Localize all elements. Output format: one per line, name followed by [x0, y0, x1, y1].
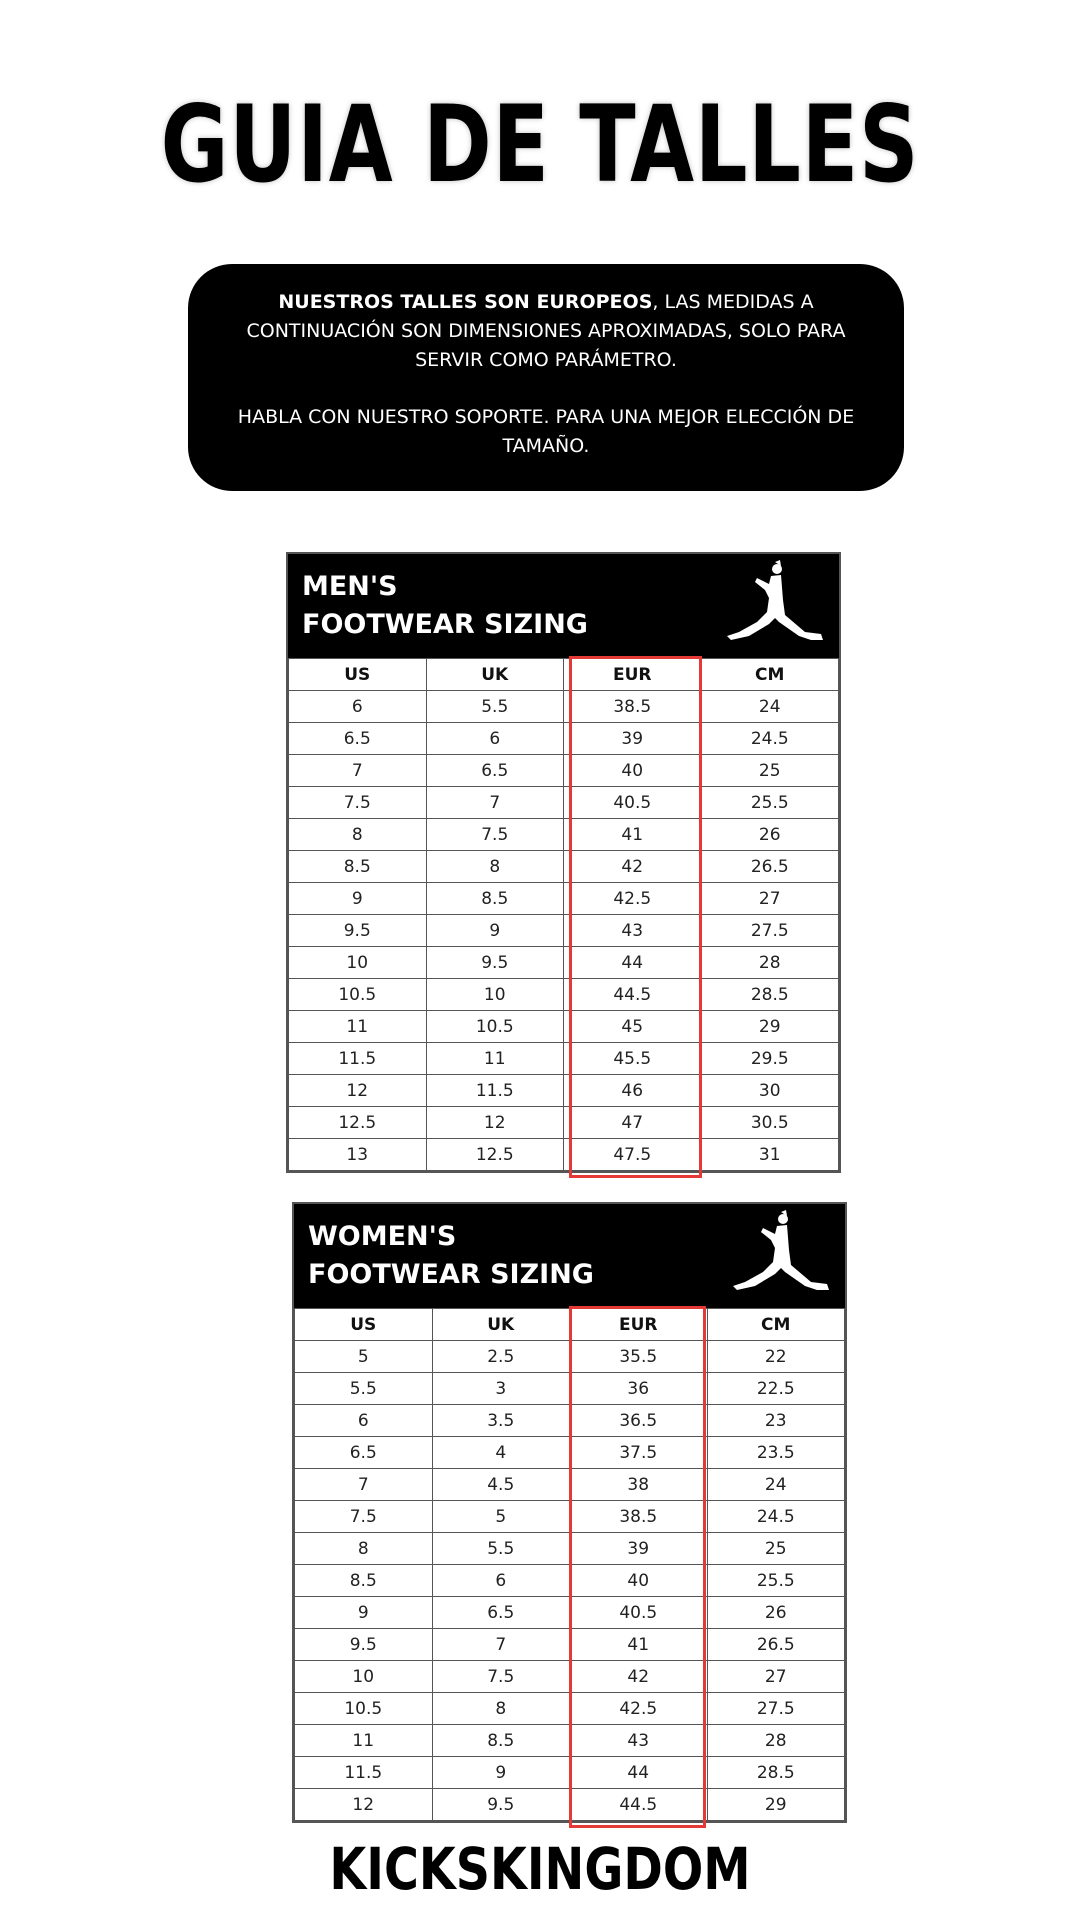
- cell-us: 6.5: [295, 1437, 433, 1469]
- cell-uk: 9: [426, 915, 564, 947]
- cell-uk: 6.5: [426, 755, 564, 787]
- cell-eur: 44: [564, 947, 702, 979]
- cell-cm: 28.5: [701, 979, 839, 1011]
- table-row: [289, 883, 839, 915]
- men-chart-header: [288, 554, 839, 658]
- women-size-table: [294, 1308, 845, 1821]
- jumpman-logo-icon: [725, 560, 825, 654]
- cell-us: 10.5: [295, 1693, 433, 1725]
- cell-us: 11.5: [295, 1757, 433, 1789]
- table-row: [289, 1107, 839, 1139]
- cell-uk: 7.5: [432, 1661, 570, 1693]
- cell-us: 9: [289, 883, 427, 915]
- column-header-uk: UK: [432, 1309, 570, 1341]
- cell-uk: 8.5: [426, 883, 564, 915]
- cell-eur: 44.5: [570, 1789, 708, 1821]
- cell-uk: 4.5: [432, 1469, 570, 1501]
- cell-cm: 29.5: [701, 1043, 839, 1075]
- cell-cm: 29: [701, 1011, 839, 1043]
- cell-cm: 26: [701, 819, 839, 851]
- cell-cm: 31: [701, 1139, 839, 1171]
- cell-cm: 27: [707, 1661, 845, 1693]
- cell-eur: 42: [570, 1661, 708, 1693]
- cell-uk: 9.5: [432, 1789, 570, 1821]
- cell-cm: 26.5: [701, 851, 839, 883]
- men-size-table: [288, 658, 839, 1171]
- table-row: [295, 1725, 845, 1757]
- cell-eur: 35.5: [570, 1341, 708, 1373]
- cell-cm: 23: [707, 1405, 845, 1437]
- cell-eur: 36: [570, 1373, 708, 1405]
- cell-eur: 46: [564, 1075, 702, 1107]
- table-row: [289, 691, 839, 723]
- cell-cm: 24: [701, 691, 839, 723]
- cell-us: 8: [289, 819, 427, 851]
- cell-us: 11: [295, 1725, 433, 1757]
- cell-uk: 10: [426, 979, 564, 1011]
- cell-uk: 7: [432, 1629, 570, 1661]
- cell-eur: 41: [564, 819, 702, 851]
- cell-us: 13: [289, 1139, 427, 1171]
- cell-cm: 25: [701, 755, 839, 787]
- cell-eur: 38: [570, 1469, 708, 1501]
- cell-us: 12: [295, 1789, 433, 1821]
- table-row: [289, 787, 839, 819]
- cell-uk: 11.5: [426, 1075, 564, 1107]
- women-table-header-row: [295, 1309, 845, 1341]
- notice-paragraph-2: HABLA CON NUESTRO SOPORTE. PARA UNA MEJOR ELECCIÓN DE TAMAÑO.: [237, 406, 855, 457]
- cell-uk: 7: [426, 787, 564, 819]
- cell-us: 10: [289, 947, 427, 979]
- sizing-notice: [188, 264, 904, 491]
- cell-uk: 6: [432, 1565, 570, 1597]
- table-row: [289, 851, 839, 883]
- cell-us: 12.5: [289, 1107, 427, 1139]
- cell-eur: 40.5: [570, 1597, 708, 1629]
- cell-eur: 40.5: [564, 787, 702, 819]
- cell-uk: 2.5: [432, 1341, 570, 1373]
- cell-uk: 5.5: [426, 691, 564, 723]
- men-chart-title-line2: FOOTWEAR SIZING: [302, 609, 588, 640]
- cell-cm: 25: [707, 1533, 845, 1565]
- notice-bold-text: NUESTROS TALLES SON EUROPEOS: [278, 291, 653, 313]
- table-row: [295, 1469, 845, 1501]
- cell-uk: 8: [426, 851, 564, 883]
- table-row: [295, 1661, 845, 1693]
- cell-cm: 24.5: [701, 723, 839, 755]
- cell-eur: 44: [570, 1757, 708, 1789]
- cell-eur: 39: [564, 723, 702, 755]
- table-row: [295, 1757, 845, 1789]
- cell-eur: 40: [564, 755, 702, 787]
- men-chart-title-line1: MEN'S: [302, 571, 398, 602]
- women-size-chart: [292, 1202, 847, 1823]
- cell-us: 11: [289, 1011, 427, 1043]
- cell-uk: 5.5: [432, 1533, 570, 1565]
- page-title: GUIA DE TALLES: [160, 83, 920, 206]
- cell-cm: 25.5: [701, 787, 839, 819]
- column-header-uk: UK: [426, 659, 564, 691]
- cell-us: 7.5: [295, 1501, 433, 1533]
- cell-cm: 26: [707, 1597, 845, 1629]
- cell-us: 9.5: [289, 915, 427, 947]
- cell-cm: 27.5: [701, 915, 839, 947]
- cell-eur: 40: [570, 1565, 708, 1597]
- column-header-eur: EUR: [570, 1309, 708, 1341]
- jumpman-logo-icon: [731, 1210, 831, 1304]
- cell-us: 10: [295, 1661, 433, 1693]
- table-row: [289, 1139, 839, 1171]
- table-row: [289, 979, 839, 1011]
- table-row: [289, 723, 839, 755]
- table-row: [289, 915, 839, 947]
- cell-eur: 45: [564, 1011, 702, 1043]
- cell-cm: 27: [701, 883, 839, 915]
- cell-uk: 12: [426, 1107, 564, 1139]
- table-row: [289, 947, 839, 979]
- cell-eur: 43: [564, 915, 702, 947]
- cell-cm: 23.5: [707, 1437, 845, 1469]
- table-row: [295, 1565, 845, 1597]
- cell-us: 5: [295, 1341, 433, 1373]
- cell-uk: 11: [426, 1043, 564, 1075]
- cell-cm: 25.5: [707, 1565, 845, 1597]
- cell-uk: 10.5: [426, 1011, 564, 1043]
- table-row: [289, 1075, 839, 1107]
- cell-eur: 38.5: [570, 1501, 708, 1533]
- notice-text: , LAS MEDIDAS A CONTINUACIÓN SON DIMENSIONES APROXIMADAS, SOLO PARA SERVIR COMO PARÁMETRO.: [246, 291, 846, 371]
- women-chart-title-line1: WOMEN'S: [308, 1221, 457, 1252]
- cell-uk: 6: [426, 723, 564, 755]
- cell-cm: 24.5: [707, 1501, 845, 1533]
- table-row: [295, 1373, 845, 1405]
- cell-uk: 8.5: [432, 1725, 570, 1757]
- cell-cm: 29: [707, 1789, 845, 1821]
- table-row: [295, 1597, 845, 1629]
- cell-us: 10.5: [289, 979, 427, 1011]
- cell-us: 6.5: [289, 723, 427, 755]
- cell-eur: 38.5: [564, 691, 702, 723]
- cell-us: 7.5: [289, 787, 427, 819]
- cell-us: 7: [295, 1469, 433, 1501]
- cell-cm: 26.5: [707, 1629, 845, 1661]
- table-row: [295, 1437, 845, 1469]
- cell-cm: 30: [701, 1075, 839, 1107]
- cell-eur: 41: [570, 1629, 708, 1661]
- table-row: [295, 1501, 845, 1533]
- women-chart-header: [294, 1204, 845, 1308]
- cell-cm: 30.5: [701, 1107, 839, 1139]
- cell-uk: 8: [432, 1693, 570, 1725]
- cell-uk: 3.5: [432, 1405, 570, 1437]
- cell-eur: 37.5: [570, 1437, 708, 1469]
- column-header-cm: CM: [707, 1309, 845, 1341]
- cell-us: 6: [289, 691, 427, 723]
- table-row: [295, 1341, 845, 1373]
- cell-eur: 42: [564, 851, 702, 883]
- cell-cm: 28: [707, 1725, 845, 1757]
- cell-us: 7: [289, 755, 427, 787]
- cell-uk: 4: [432, 1437, 570, 1469]
- cell-us: 11.5: [289, 1043, 427, 1075]
- cell-us: 9: [295, 1597, 433, 1629]
- cell-eur: 45.5: [564, 1043, 702, 1075]
- cell-cm: 28: [701, 947, 839, 979]
- cell-cm: 22.5: [707, 1373, 845, 1405]
- cell-uk: 7.5: [426, 819, 564, 851]
- cell-us: 8: [295, 1533, 433, 1565]
- men-table-body: [289, 691, 839, 1171]
- cell-uk: 9.5: [426, 947, 564, 979]
- cell-uk: 3: [432, 1373, 570, 1405]
- notice-paragraph-1: [218, 288, 874, 375]
- cell-us: 9.5: [295, 1629, 433, 1661]
- column-header-cm: CM: [701, 659, 839, 691]
- column-header-us: US: [295, 1309, 433, 1341]
- cell-uk: 12.5: [426, 1139, 564, 1171]
- cell-us: 8.5: [295, 1565, 433, 1597]
- cell-uk: 5: [432, 1501, 570, 1533]
- cell-eur: 43: [570, 1725, 708, 1757]
- cell-eur: 47: [564, 1107, 702, 1139]
- table-row: [289, 1011, 839, 1043]
- women-table-body: [295, 1341, 845, 1821]
- cell-us: 8.5: [289, 851, 427, 883]
- cell-cm: 24: [707, 1469, 845, 1501]
- table-row: [289, 1043, 839, 1075]
- table-row: [289, 755, 839, 787]
- table-row: [295, 1693, 845, 1725]
- table-row: [295, 1405, 845, 1437]
- cell-eur: 36.5: [570, 1405, 708, 1437]
- cell-eur: 42.5: [570, 1693, 708, 1725]
- column-header-us: US: [289, 659, 427, 691]
- cell-cm: 22: [707, 1341, 845, 1373]
- cell-us: 12: [289, 1075, 427, 1107]
- table-row: [295, 1629, 845, 1661]
- table-row: [295, 1533, 845, 1565]
- cell-us: 6: [295, 1405, 433, 1437]
- men-table-header-row: [289, 659, 839, 691]
- men-size-chart: [286, 552, 841, 1173]
- brand-name: KICKSKINGDOM: [329, 1835, 751, 1903]
- table-row: [295, 1789, 845, 1821]
- cell-eur: 39: [570, 1533, 708, 1565]
- cell-uk: 9: [432, 1757, 570, 1789]
- cell-us: 5.5: [295, 1373, 433, 1405]
- cell-uk: 6.5: [432, 1597, 570, 1629]
- column-header-eur: EUR: [564, 659, 702, 691]
- cell-eur: 42.5: [564, 883, 702, 915]
- cell-eur: 44.5: [564, 979, 702, 1011]
- cell-cm: 28.5: [707, 1757, 845, 1789]
- women-chart-title-line2: FOOTWEAR SIZING: [308, 1259, 594, 1290]
- table-row: [289, 819, 839, 851]
- cell-cm: 27.5: [707, 1693, 845, 1725]
- cell-eur: 47.5: [564, 1139, 702, 1171]
